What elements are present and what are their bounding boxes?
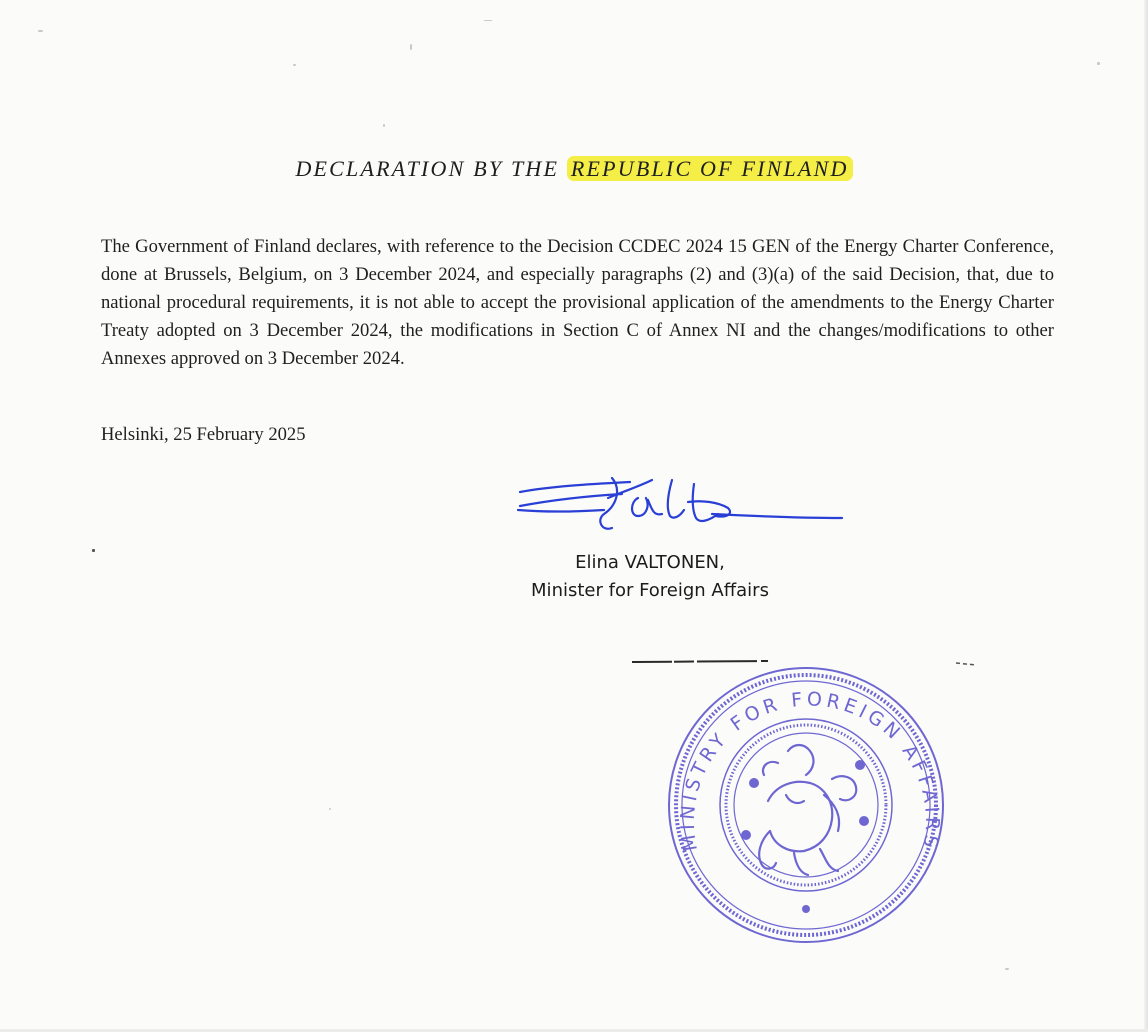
declaration-body: The Government of Finland declares, with reference to the Decision CCDEC 2024 15 GEN of the Energy Charter Conference, done at Brussels, Belgium, on 3 December 2024, and especially paragraphs (2) and (3)(a) of the said Decision, that, due to national procedural requirements, it is not able to accept the provisional application of the amendments to the Energy Charter Treaty adopted on 3 December 2024, the modifications in Section C of Annex NI and the changes/modifications to other Annexes approved on 3 December 2024.	[101, 236, 1054, 369]
scan-speck	[293, 64, 296, 66]
title-plain: DECLARATION BY THE	[295, 156, 560, 181]
signer-name: Elina VALTONEN,	[575, 552, 725, 573]
document-title	[0, 156, 1148, 182]
page-edge-right	[1144, 0, 1148, 1032]
scan-speck	[410, 44, 412, 50]
scan-speck	[383, 124, 385, 127]
scan-speck	[1097, 62, 1100, 65]
scan-speck	[329, 808, 331, 810]
title-highlighted: REPUBLIC OF FINLAND	[567, 156, 853, 181]
scan-speck	[92, 549, 95, 552]
scan-speck	[38, 30, 43, 32]
official-stamp	[628, 655, 988, 955]
scan-speck	[484, 20, 492, 21]
place-and-date: Helsinki, 25 February 2025	[101, 424, 306, 445]
svg-text:MINISTRY FOR FOREIGN AFFAIRS: MINISTRY FOR FOREIGN AFFAIRS	[676, 688, 944, 853]
scan-speck	[1005, 968, 1009, 970]
signer-title: Minister for Foreign Affairs	[531, 580, 769, 601]
handwritten-signature	[512, 470, 848, 536]
stamp-graphic	[628, 655, 988, 955]
